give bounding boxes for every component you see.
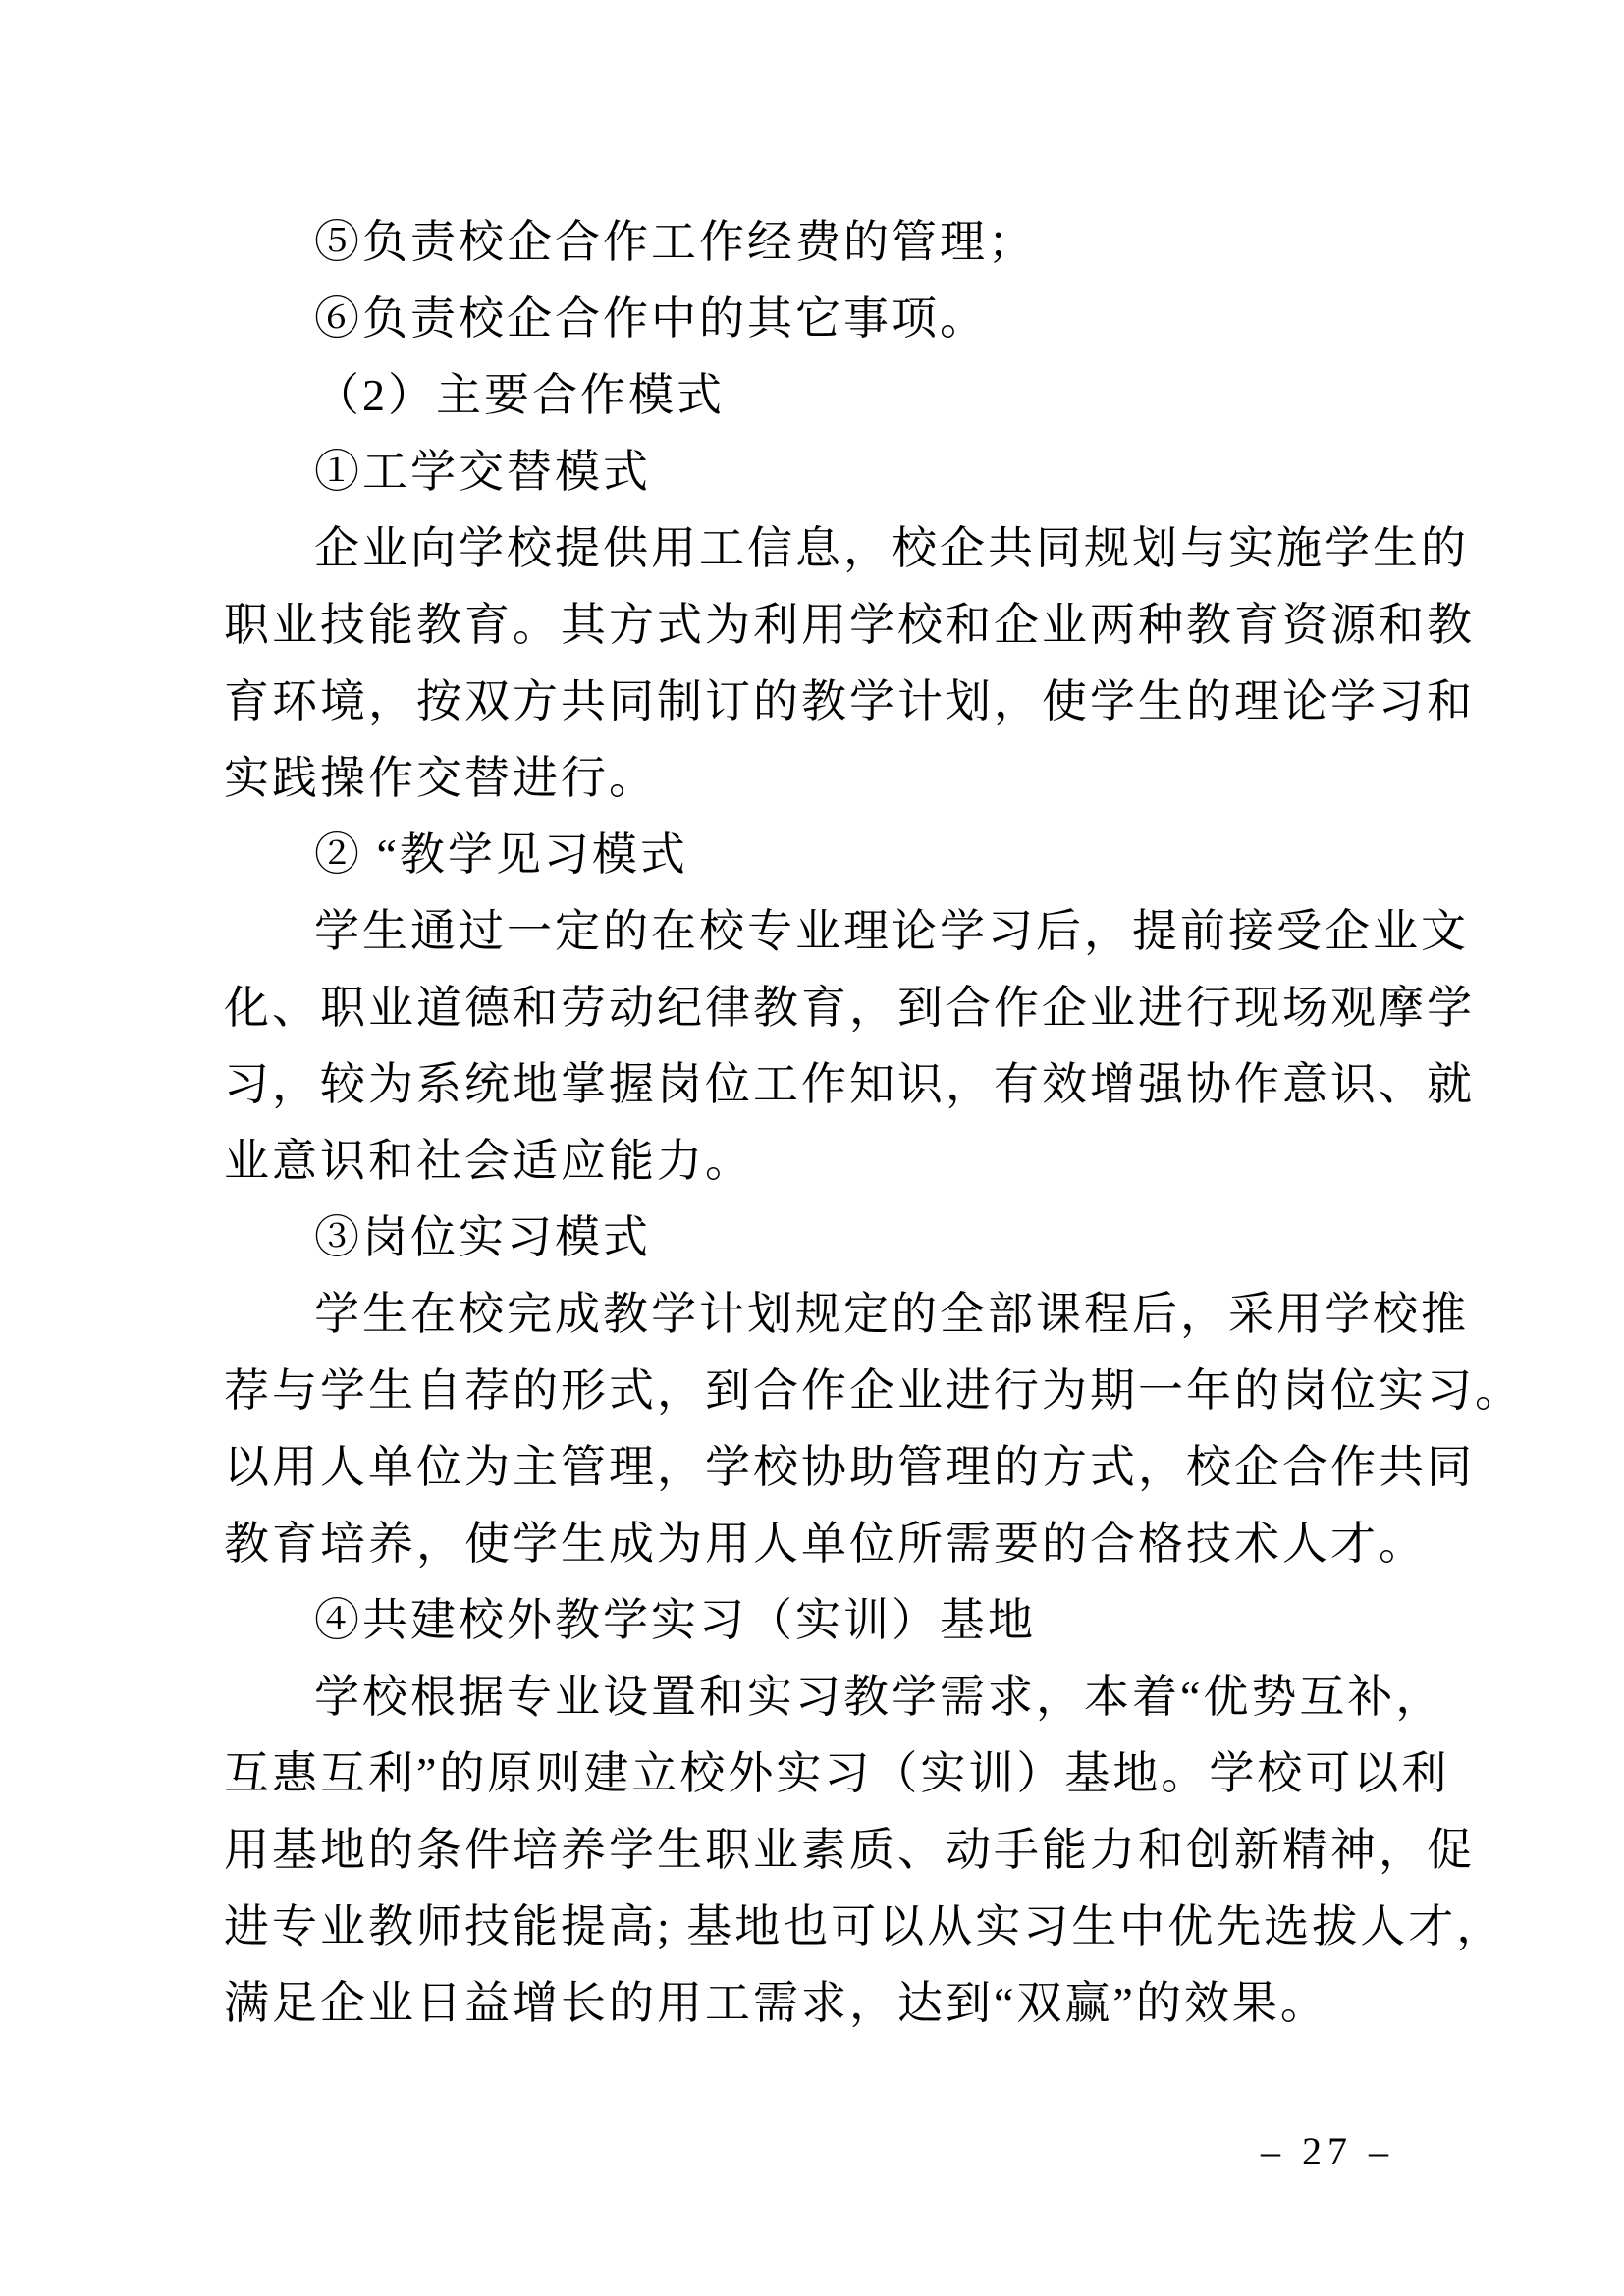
text-line: 习，较为系统地掌握岗位工作知识，有效增强协作意识、就 [224,1059,1475,1109]
text-line: 进专业教师技能提高; 基地也可以从实习生中优先选拔人才， [224,1901,1505,1951]
text-line: 职业技能教育。其方式为利用学校和企业两种教育资源和教 [224,600,1475,650]
text-line: ⑥负责校企合作中的其它事项。 [314,294,988,344]
text-line: 以用人单位为主管理，学校协助管理的方式，校企合作共同 [224,1442,1475,1492]
text-line: 化、职业道德和劳动纪律教育，到合作企业进行现场观摩学 [224,983,1475,1033]
text-line: 育环境，按双方共同制订的教学计划，使学生的理论学习和 [224,676,1475,726]
text-line: 企业向学校提供用工信息，校企共同规划与实施学生的 [314,523,1469,573]
page-number: – 27 – [1261,2129,1394,2173]
text-line: 荐与学生自荐的形式，到合作企业进行为期一年的岗位实习。 [224,1365,1523,1415]
text-line: 学生通过一定的在校专业理论学习后，提前接受企业文 [314,906,1469,956]
text-line: ② “教学见习模式 [314,829,688,880]
text-line: 满足企业日益增长的用工需求，达到“双赢”的效果。 [224,1978,1328,2028]
text-line: 业意识和社会适应能力。 [224,1136,753,1186]
text-line: ⑤负责校企合作工作经费的管理； [314,217,1036,267]
text-line: 互惠互利”的原则建立校外实习（实训）基地。学校可以利 [224,1748,1450,1798]
text-line: 教育培养，使学生成为用人单位所需要的合格技术人才。 [224,1519,1427,1569]
text-line: ①工学交替模式 [314,447,651,497]
text-line: （2）主要合作模式 [314,370,725,420]
text-line: 学生在校完成教学计划规定的全部课程后，采用学校推 [314,1289,1469,1339]
document-body [224,204,1523,2042]
text-line: ③岗位实习模式 [314,1212,651,1262]
text-line: 用基地的条件培养学生职业素质、动手能力和创新精神，促 [224,1825,1475,1875]
text-line: 实践操作交替进行。 [224,753,657,803]
text-line: ④共建校外教学实习（实训）基地 [314,1595,1036,1645]
text-line: 学校根据专业设置和实习教学需求，本着“优势互补， [314,1672,1444,1722]
